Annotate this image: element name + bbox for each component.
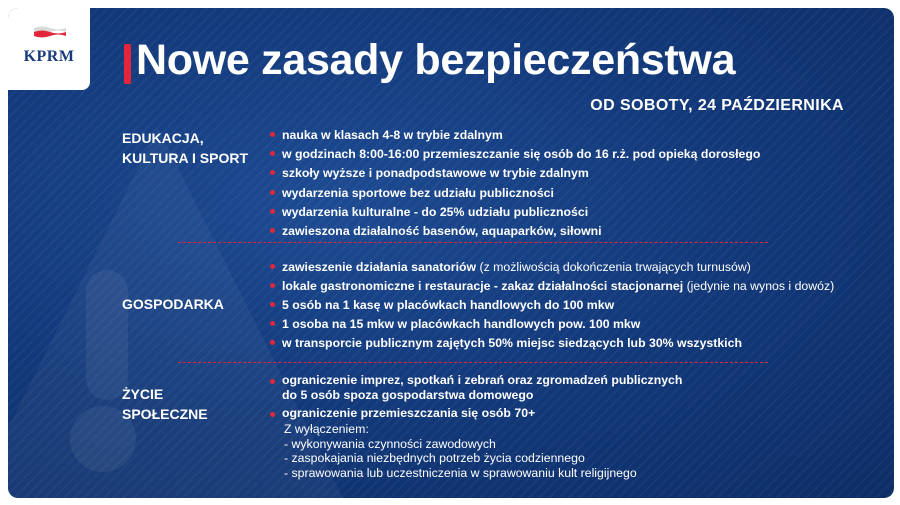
item-text: zawieszenie działania sanatoriów	[282, 260, 477, 274]
item-text: wydarzenia kulturalne - do 25% udziału publiczności	[282, 204, 589, 219]
section-divider	[178, 362, 768, 363]
slide-panel	[8, 8, 894, 498]
list-item	[270, 373, 682, 402]
list-item	[270, 203, 760, 222]
page-subtitle: OD SOBOTY, 24 PAŹDZIERNIKA	[590, 97, 844, 114]
item-text: lokale gastronomiczne i restauracje - zakaz działalności stacjonarnej	[282, 279, 684, 293]
list-item	[270, 296, 834, 315]
logo-text: KPRM	[23, 48, 75, 65]
exception-line: - zaspokajania niezbędnych potrzeb życia codziennego	[284, 451, 585, 466]
item-text: 1 osoba na 15 mkw w placówkach handlowych pow. 100 mkw	[282, 317, 641, 331]
kprm-logo	[8, 8, 90, 90]
item-text-line: ograniczenie przemieszczania się osób 70+	[282, 406, 536, 420]
list-item	[270, 126, 760, 145]
section-label-education	[122, 128, 248, 168]
section-label-line: SPOŁECZNE	[122, 406, 208, 422]
flag-icon	[34, 26, 66, 38]
exception-line: Z wyłączeniem:	[284, 422, 369, 436]
list-item	[270, 277, 834, 296]
item-text: 5 osób na 1 kasę w placówkach handlowych do 100 mkw	[282, 298, 615, 312]
exceptions-list	[284, 422, 637, 480]
item-text: zawieszona działalność basenów, aquaparków, siłowni	[282, 223, 602, 238]
section-label-economy	[122, 294, 224, 314]
item-text-line: do 5 osób spoza gospodarstwa domowego	[282, 387, 534, 402]
section-label-line: GOSPODARKA	[122, 296, 224, 312]
section-list-social	[270, 373, 682, 425]
item-text: w transporcie publicznym zajętych 50% miejsc siedzących lub 30% wszystkich	[282, 336, 742, 350]
item-text: wydarzenia sportowe bez udziału publiczności	[282, 185, 554, 200]
section-label-line: KULTURA I SPORT	[122, 150, 248, 166]
item-text: szkoły wyższe i ponadpodstawowe w trybie zdalnym	[282, 166, 589, 181]
item-text: w godzinach 8:00-16:00 przemieszczanie się osób do 16 r.ż. pod opieką dorosłego	[282, 147, 761, 162]
list-item	[270, 406, 682, 421]
list-item	[270, 315, 834, 334]
title-accent-bar	[124, 44, 131, 84]
warning-exclamation-bar	[86, 270, 128, 400]
exception-line: - sprawowania lub uczestniczenia w sprawowaniu kult religijnego	[284, 465, 637, 480]
section-label-line: ŻYCIE	[122, 386, 164, 402]
section-label-social	[122, 384, 208, 424]
list-item	[270, 258, 834, 277]
item-text-line: ograniczenie imprez, spotkań i zebrań oraz zgromadzeń publicznych	[282, 373, 683, 387]
section-list-economy	[270, 258, 834, 353]
section-list-education	[270, 126, 760, 241]
item-text: nauka w klasach 4-8 w trybie zdalnym	[282, 128, 503, 142]
list-item	[270, 164, 760, 183]
list-item	[270, 145, 760, 164]
page-title: Nowe zasady bezpieczeństwa	[136, 36, 736, 84]
list-item	[270, 184, 760, 203]
list-item	[270, 222, 760, 241]
item-note: (jedynie na wynos i dowóz)	[683, 279, 835, 293]
item-note: (z możliwością dokończenia trwających turnusów)	[476, 260, 751, 274]
exception-line: - wykonywania czynności zawodowych	[284, 436, 496, 451]
section-divider	[178, 242, 768, 243]
list-item	[270, 334, 834, 353]
section-label-line: EDUKACJA,	[122, 130, 204, 146]
